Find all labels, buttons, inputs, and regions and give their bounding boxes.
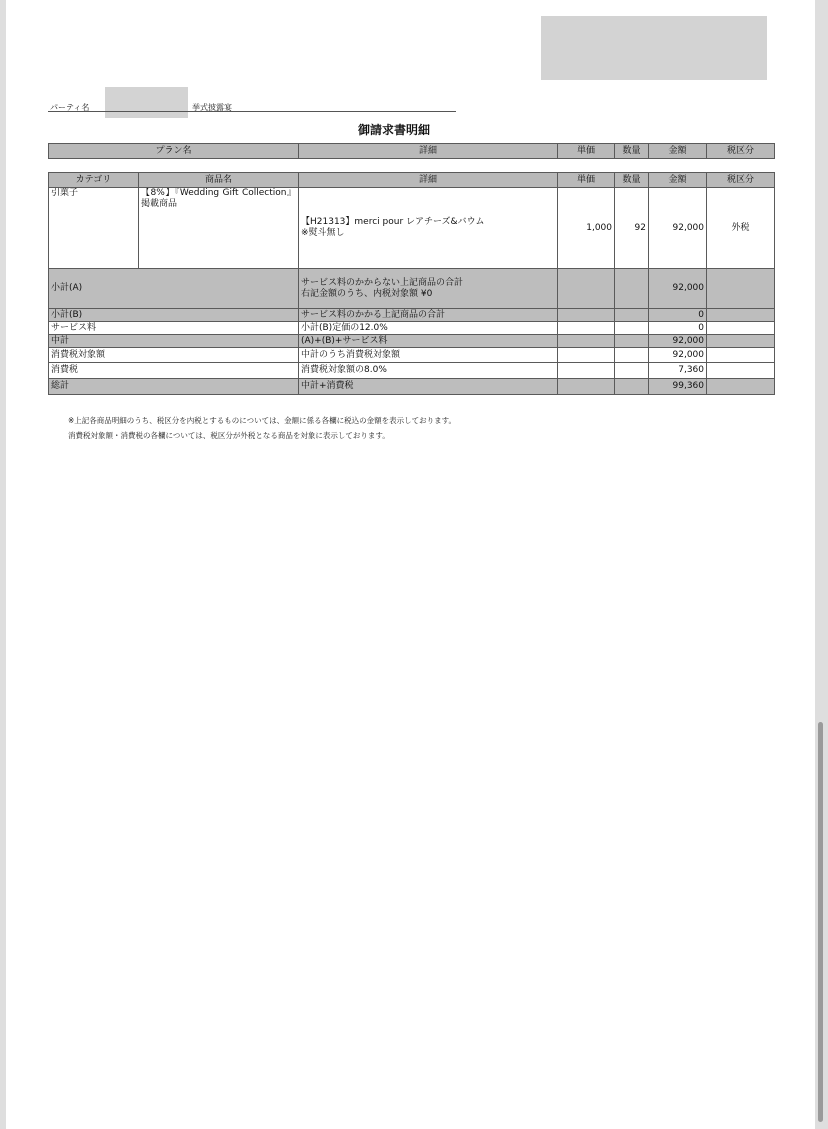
summary-row-consumption-tax — [49, 363, 775, 379]
summary-row-service-fee — [49, 322, 775, 335]
plan-table — [48, 143, 775, 159]
summary-amount: 99,360 — [649, 379, 707, 395]
page-title: 御請求書明細 — [357, 123, 430, 137]
item-unit-price: 1,000 — [558, 188, 615, 269]
summary-row-taxable-amount — [49, 348, 775, 363]
col-detail: 詳細 — [299, 173, 558, 188]
col-category: カテゴリ — [49, 173, 139, 188]
item-detail-line: 【H21313】merci pour レアチーズ&バウム — [301, 217, 485, 227]
summary-detail-line: 右記金額のうち、内税対象額 ¥0 — [301, 288, 433, 299]
col-tax-type: 税区分 — [707, 173, 775, 188]
col-quantity: 数量 — [615, 173, 649, 188]
item-detail — [299, 188, 558, 269]
summary-detail: 消費税対象額の8.0% — [299, 363, 558, 379]
party-name-label: パーティ名 — [50, 103, 90, 112]
summary-label: サービス料 — [49, 322, 299, 335]
summary-detail: 中計のうち消費税対象額 — [299, 348, 558, 363]
footnote: 消費税対象額・消費税の各欄については、税区分が外税となる商品を対象に表示しております。 — [68, 431, 390, 440]
summary-label: 消費税対象額 — [49, 348, 299, 363]
col-amount: 金額 — [649, 144, 707, 159]
summary-row-grand-total — [49, 379, 775, 395]
plan-table-header — [49, 144, 775, 159]
party-underline — [48, 111, 456, 112]
summary-amount: 0 — [649, 322, 707, 335]
detail-table — [48, 172, 775, 395]
summary-detail: 小計(B)定価の12.0% — [299, 322, 558, 335]
summary-detail — [299, 269, 558, 309]
item-category: 引菓子 — [49, 188, 139, 269]
col-quantity: 数量 — [615, 144, 649, 159]
col-plan-name: プラン名 — [49, 144, 299, 159]
summary-label: 中計 — [49, 335, 299, 348]
item-tax-type: 外税 — [707, 188, 775, 269]
item-product-name: 【8%】『Wedding Gift Collection』 掲載商品 — [139, 188, 299, 269]
summary-amount: 92,000 — [649, 335, 707, 348]
item-quantity: 92 — [615, 188, 649, 269]
summary-row-subtotal-b — [49, 309, 775, 322]
summary-detail-line: サービス料のかからない上記商品の合計 — [301, 277, 464, 288]
redacted-block — [541, 16, 767, 80]
detail-table-header — [49, 173, 775, 188]
summary-detail: (A)+(B)+サービス料 — [299, 335, 558, 348]
summary-label: 小計(B) — [49, 309, 299, 322]
summary-label: 小計(A) — [49, 269, 299, 309]
col-detail: 詳細 — [299, 144, 558, 159]
scrollbar[interactable] — [818, 722, 823, 1122]
summary-row-subtotal-a — [49, 269, 775, 309]
redacted-party-name — [105, 87, 188, 118]
footnote: ※上記各商品明細のうち、税区分を内税とするものについては、金額に係る各欄に税込の金額を表示しております。 — [68, 416, 457, 425]
col-unit-price: 単価 — [558, 144, 615, 159]
col-tax-type: 税区分 — [707, 144, 775, 159]
invoice-page — [6, 0, 815, 1129]
summary-amount: 92,000 — [649, 269, 707, 309]
event-type-label: 挙式披露宴 — [192, 103, 232, 112]
col-unit-price: 単価 — [558, 173, 615, 188]
summary-detail: サービス料のかかる上記商品の合計 — [299, 309, 558, 322]
summary-label: 総計 — [49, 379, 299, 395]
col-product-name: 商品名 — [139, 173, 299, 188]
summary-detail: 中計+消費税 — [299, 379, 558, 395]
summary-label: 消費税 — [49, 363, 299, 379]
summary-amount: 92,000 — [649, 348, 707, 363]
summary-row-midtotal — [49, 335, 775, 348]
summary-amount: 7,360 — [649, 363, 707, 379]
table-row — [49, 188, 775, 269]
item-detail-note: ※熨斗無し — [301, 228, 345, 238]
item-amount: 92,000 — [649, 188, 707, 269]
col-amount: 金額 — [649, 173, 707, 188]
summary-amount: 0 — [649, 309, 707, 322]
